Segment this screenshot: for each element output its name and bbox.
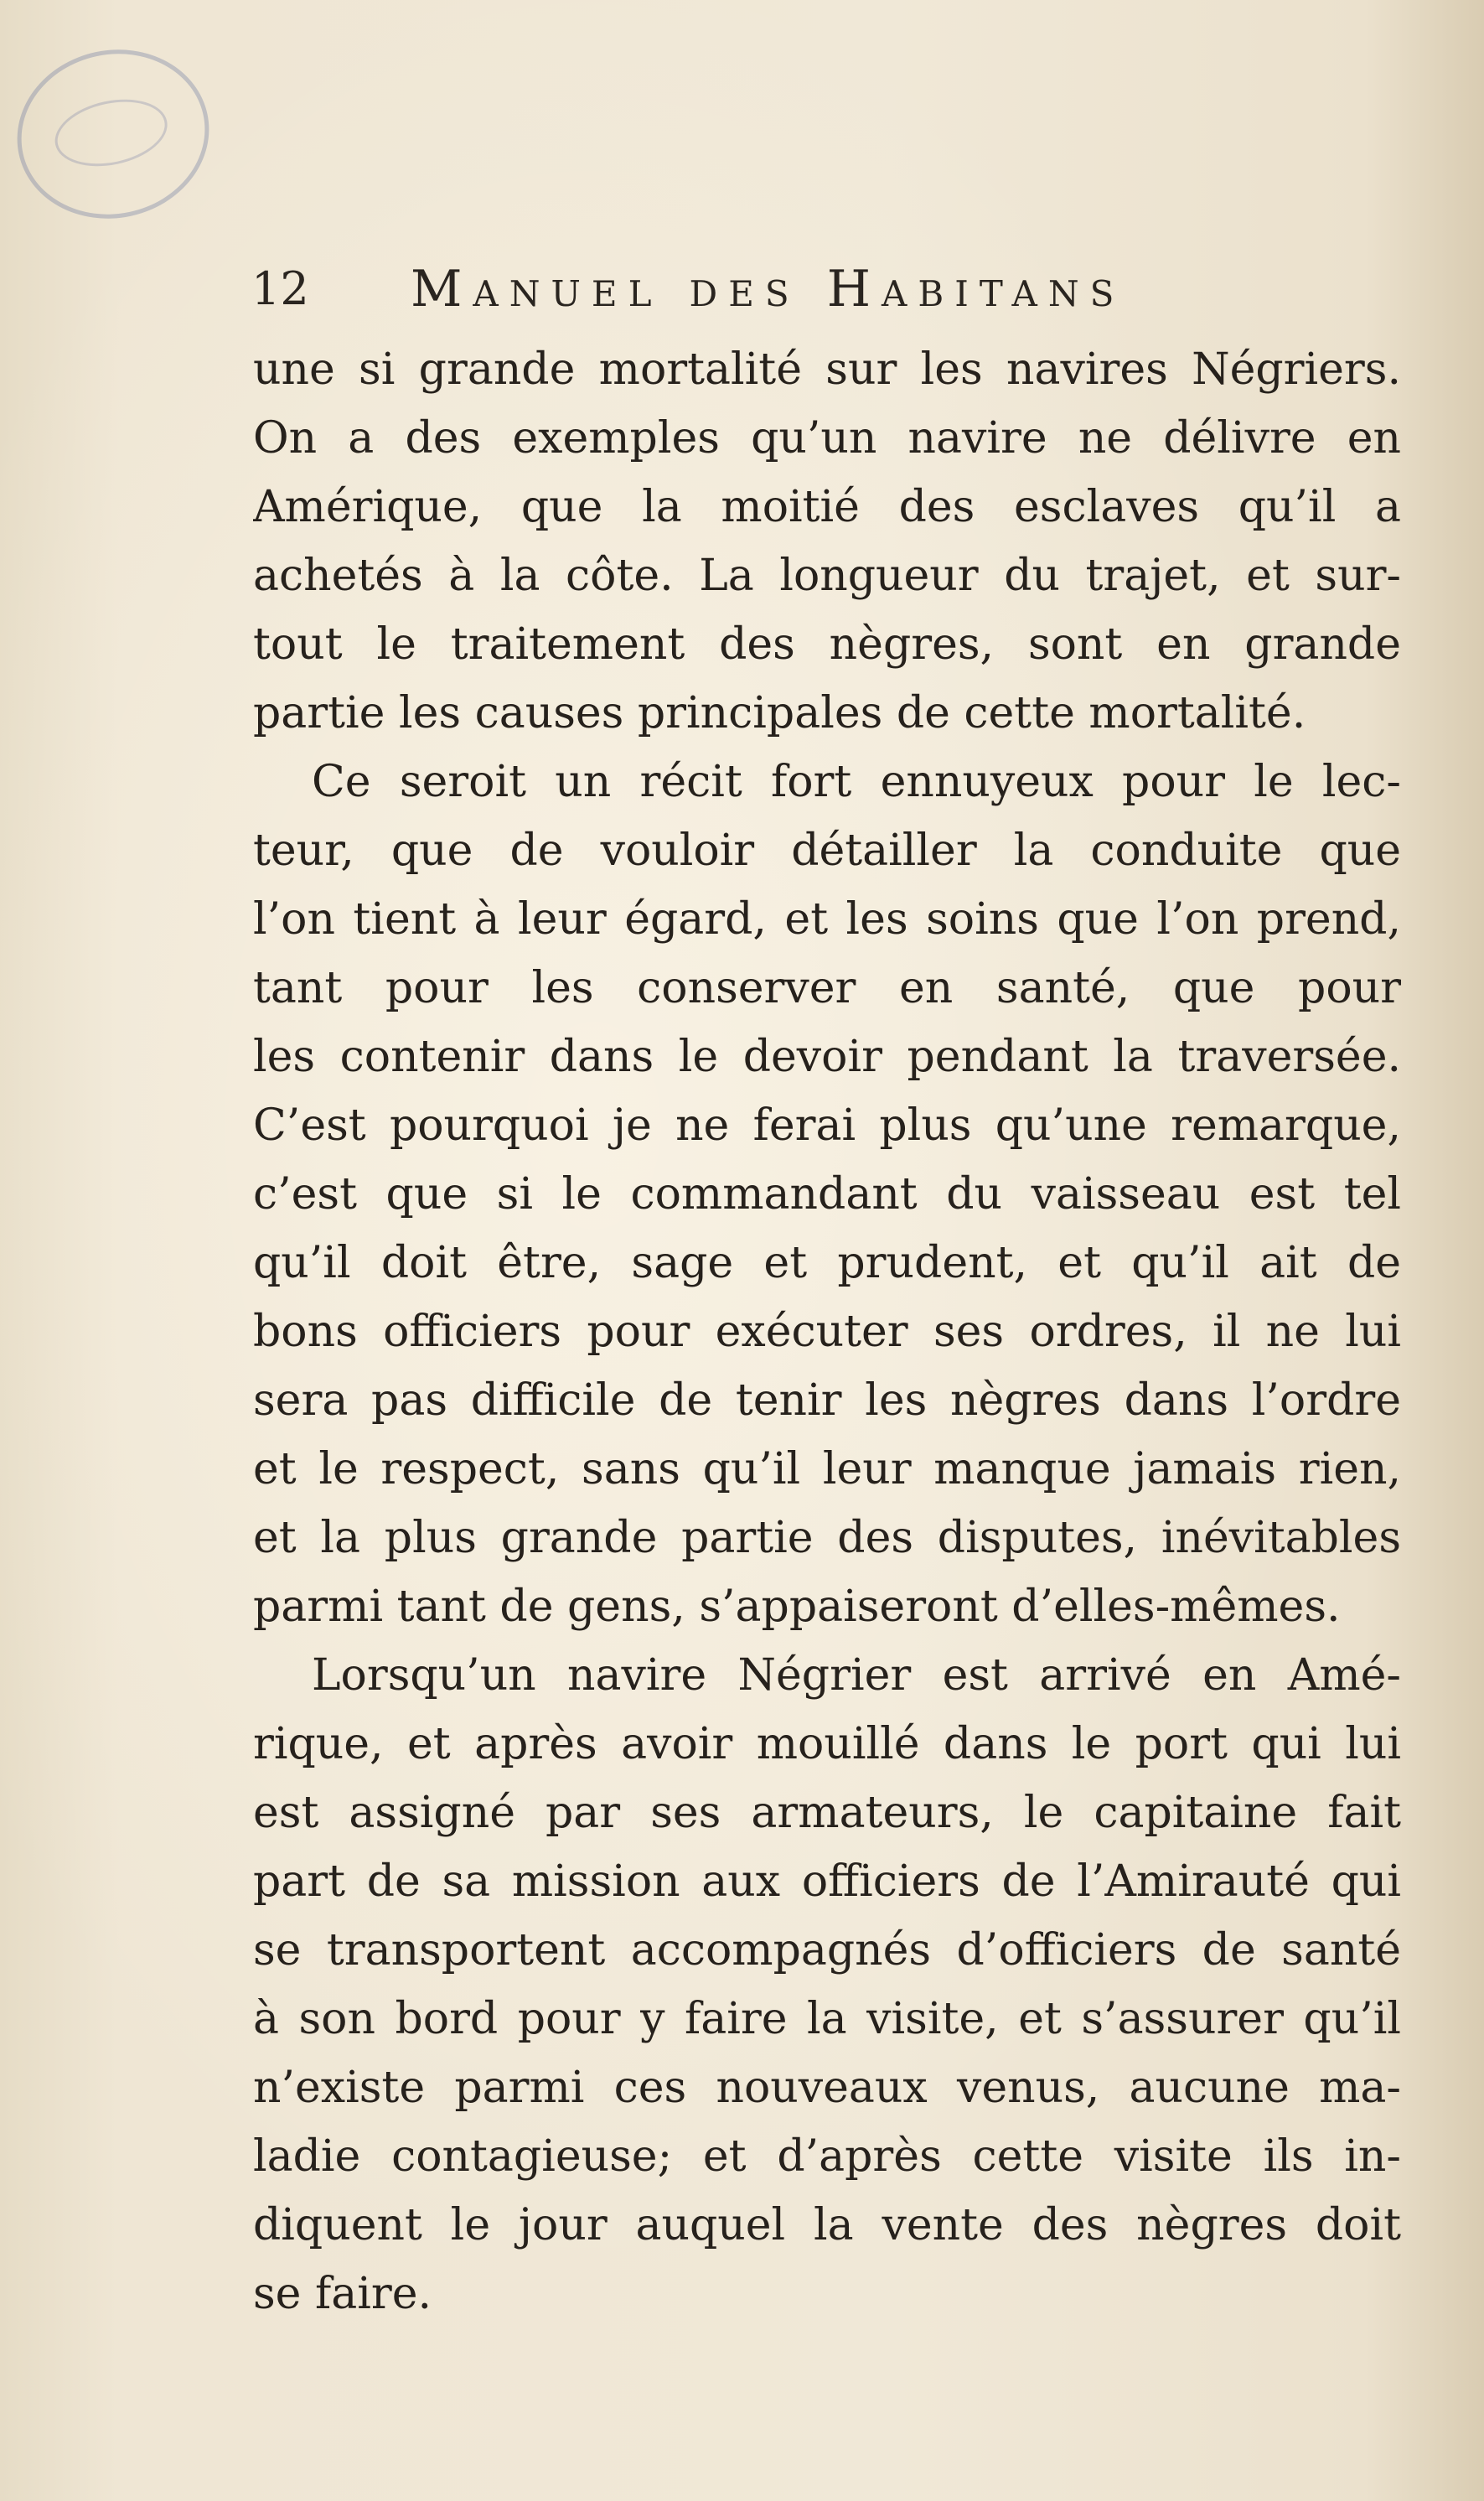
text-line: achetés à la côte. La longueur du trajet, et sur-: [253, 551, 1401, 601]
page-header: [251, 256, 1408, 323]
paragraph-2: [253, 748, 1401, 1641]
text-line: sera pas difficile de tenir les nègres dans l’ordre: [253, 1375, 1401, 1426]
running-title: Manuel des Habitans: [411, 260, 1125, 318]
text-line: bons officiers pour exécuter ses ordres, il ne lui: [253, 1307, 1401, 1357]
paragraph-3: [253, 1641, 1401, 2328]
text-line: à son bord pour y faire la visite, et s’assurer qu’il: [253, 1994, 1401, 2044]
text-line: est assigné par ses armateurs, le capitaine fait: [253, 1788, 1401, 1838]
text-line: une si grande mortalité sur les navires Négriers.: [253, 344, 1401, 395]
text-line: et la plus grande partie des disputes, inévitables: [253, 1513, 1401, 1563]
paragraph-1: [253, 335, 1401, 748]
text-line: se transportent accompagnés d’officiers de santé: [253, 1925, 1401, 1975]
text-line: partie les causes principales de cette mortalité.: [253, 688, 1306, 738]
text-line: se faire.: [253, 2269, 432, 2319]
text-line: tant pour les conserver en santé, que pour: [253, 963, 1401, 1013]
text-line: On a des exemples qu’un navire ne délivre en: [253, 413, 1401, 463]
library-stamp: [2, 32, 225, 236]
text-line: Ce seroit un récit fort ennuyeux pour le lec-: [312, 757, 1401, 807]
text-line: l’on tient à leur égard, et les soins que l’on prend,: [253, 894, 1401, 945]
text-line: diquent le jour auquel la vente des nègres doit: [253, 2200, 1401, 2250]
text-line: Lorsqu’un navire Négrier est arrivé en Amé-: [312, 1650, 1401, 1701]
text-line: Amérique, que la moitié des esclaves qu’il a: [253, 482, 1401, 532]
text-line: rique, et après avoir mouillé dans le port qui lui: [253, 1719, 1401, 1769]
page-number: 12: [251, 262, 309, 315]
text-line: tout le traitement des nègres, sont en grande: [253, 619, 1401, 670]
text-line: c’est que si le commandant du vaisseau est tel: [253, 1169, 1401, 1219]
text-line: parmi tant de gens, s’appaiseront d’elles-mêmes.: [253, 1582, 1341, 1632]
text-line: et le respect, sans qu’il leur manque jamais rien,: [253, 1444, 1401, 1494]
text-line: ladie contagieuse; et d’après cette visite ils in-: [253, 2131, 1401, 2182]
text-line: C’est pourquoi je ne ferai plus qu’une remarque,: [253, 1100, 1401, 1151]
library-stamp-inner: [49, 90, 173, 176]
text-line: n’existe parmi ces nouveaux venus, aucune ma-: [253, 2063, 1401, 2113]
text-line: teur, que de vouloir détailler la conduite que: [253, 826, 1401, 876]
text-line: qu’il doit être, sage et prudent, et qu’il ait de: [253, 1238, 1401, 1288]
text-line: part de sa mission aux officiers de l’Amirauté qui: [253, 1856, 1401, 1907]
body-text: [253, 335, 1401, 2328]
text-line: les contenir dans le devoir pendant la traversée.: [253, 1032, 1401, 1082]
